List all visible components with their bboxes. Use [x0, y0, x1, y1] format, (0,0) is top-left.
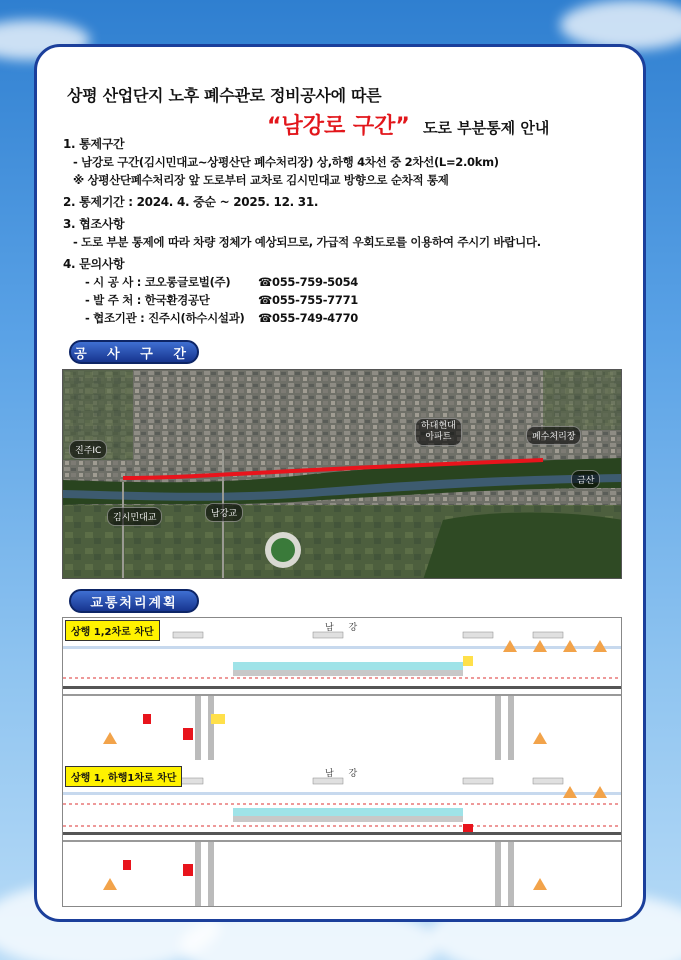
- traffic-panel-2-river: 남 강: [325, 769, 364, 779]
- contact-name: - 협조기관 : 진주시(하수시설과): [85, 311, 245, 325]
- traffic-plan-pill: 교통처리계획: [69, 589, 199, 613]
- map-label-jinju-ic: 진주IC: [69, 440, 107, 459]
- traffic-panel-1-river: 남 강: [325, 623, 364, 633]
- section-text: - 도로 부분 통제에 따라 차량 정체가 예상되므로, 가급적 우회도로를 이용하여 주시기 바랍니다.: [73, 235, 541, 249]
- map-label-apartment: [415, 418, 462, 446]
- traffic-panel-1: [63, 618, 621, 760]
- section-heading: 2. 통제기간 : 2024. 4. 중순 ~ 2025. 12. 31.: [63, 195, 319, 209]
- section-heading: 3. 협조사항: [63, 217, 125, 231]
- contact-row: [63, 291, 633, 309]
- section-cooperation: [63, 215, 633, 251]
- title-highlight: “남강로 구간”: [267, 114, 410, 139]
- notice-card: [34, 44, 646, 922]
- contact-row: [63, 273, 633, 291]
- section-heading: 4. 문의사항: [63, 257, 125, 271]
- section-text: - 남강로 구간(김시민대교~상평산단 폐수처리장) 상,하행 4차선 중 2차선(L=2.0km): [73, 155, 499, 169]
- section-inquiry: [63, 255, 633, 327]
- traffic-panel-2-label: 상행 1, 하행1차로 차단: [65, 766, 182, 787]
- map-label-kimsimin-bridge: 김시민대교: [107, 507, 162, 526]
- contact-phone: ☎055-759-5054: [258, 275, 358, 289]
- title-rest: 도로 부분통제 안내: [422, 119, 550, 137]
- title-line-1: 상평 산업단지 노후 폐수관로 정비공사에 따른: [67, 86, 382, 105]
- map-label-treatment-plant: 폐수처리장: [526, 426, 581, 445]
- background-cloud: [560, 0, 681, 50]
- traffic-panel-1-label: 상행 1,2차로 차단: [65, 620, 160, 641]
- section-period: [63, 193, 633, 211]
- construction-map: [62, 369, 622, 579]
- contact-row: [63, 309, 633, 327]
- section-note: ※ 상평산단폐수처리장 앞 도로부터 교차로 김시민대교 방향으로 순차적 통제: [73, 173, 449, 187]
- map-label-apartment-line2: 아파트: [425, 432, 452, 442]
- map-image: [63, 370, 622, 579]
- section-control-area: [63, 135, 633, 189]
- map-label-namgang-bridge: 남강교: [205, 503, 243, 522]
- map-label-apartment-line1: 하대현대: [421, 421, 456, 431]
- contact-phone: ☎055-749-4770: [258, 311, 358, 325]
- contact-name: - 발 주 처 : 한국환경공단: [85, 293, 210, 307]
- traffic-panel-2: [63, 764, 621, 906]
- section-heading: 1. 통제구간: [63, 137, 125, 151]
- contact-name: - 시 공 사 : 코오롱글로벌(주): [85, 275, 231, 289]
- map-label-geumsan: 금산: [571, 470, 600, 489]
- contact-phone: ☎055-755-7771: [258, 293, 358, 307]
- traffic-diagram: [62, 617, 622, 907]
- construction-section-pill: 공 사 구 간: [69, 340, 199, 364]
